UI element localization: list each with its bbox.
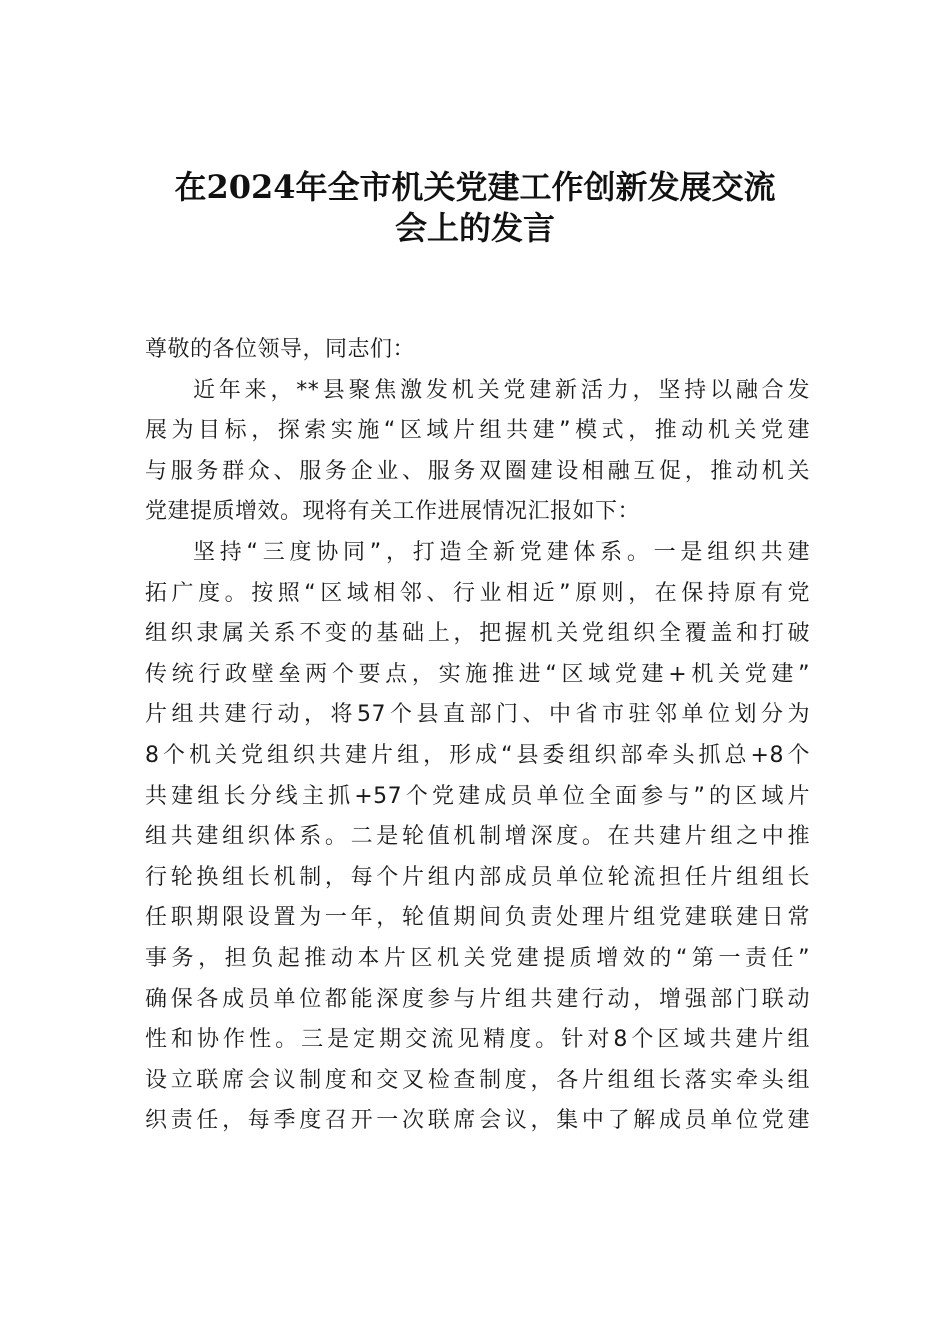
paragraph-line: 片组共建行动，将57个县直部门、中省市驻邻单位划分为 (145, 702, 810, 728)
paragraph-line: 党建提质增效。现将有关工作进展情况汇报如下： (145, 499, 641, 525)
paragraph-2 (145, 533, 810, 1142)
paragraph-line: 性和协作性。三是定期交流见精度。针对8个区域共建片组 (145, 1027, 810, 1053)
paragraph-line: 任职期限设置为一年，轮值期间负责处理片组党建联建日常 (145, 905, 810, 931)
paragraph-line: 8个机关党组织共建片组，形成“县委组织部牵头抓总+8个 (145, 742, 810, 768)
paragraph-line: 设立联席会议制度和交叉检查制度，各片组组长落实牵头组 (145, 1067, 810, 1093)
document-title (0, 0, 950, 300)
title-line-2: 会上的发言 (394, 209, 555, 247)
paragraph-line: 与服务群众、服务企业、服务双圈建设相融互促，推动机关 (145, 458, 810, 484)
paragraph-line: 共建组长分线主抓+57个党建成员单位全面参与”的区域片 (145, 783, 810, 809)
paragraph-line: 织责任，每季度召开一次联席会议，集中了解成员单位党建 (145, 1108, 810, 1134)
paragraph-line: 传统行政壁垒两个要点，实施推进“区域党建+机关党建” (145, 661, 810, 687)
paragraph-1 (145, 371, 810, 533)
paragraph-line: 坚持“三度协同”，打造全新党建体系。一是组织共建 (193, 539, 810, 565)
paragraph-line: 组共建组织体系。二是轮值机制增深度。在共建片组之中推 (145, 824, 810, 850)
salutation: 尊敬的各位领导，同志们： (145, 337, 416, 362)
paragraph-line: 确保各成员单位都能深度参与片组共建行动，增强部门联动 (145, 986, 810, 1012)
paragraph-line: 近年来，**县聚焦激发机关党建新活力，坚持以融合发 (193, 377, 810, 403)
paragraph-line: 事务，担负起推动本片区机关党建提质增效的“第一责任” (145, 945, 810, 971)
paragraph-line: 行轮换组长机制，每个片组内部成员单位轮流担任片组组长 (145, 864, 810, 890)
title-line-1: 在2024年全市机关党建工作创新发展交流 (174, 168, 776, 206)
document-body (145, 330, 810, 1142)
paragraph-line: 拓广度。按照“区域相邻、行业相近”原则，在保持原有党 (145, 580, 810, 606)
paragraph-line: 展为目标，探索实施“区域片组共建”模式，推动机关党建 (145, 418, 810, 444)
paragraph-line: 组织隶属关系不变的基础上，把握机关党组织全覆盖和打破 (145, 621, 810, 647)
